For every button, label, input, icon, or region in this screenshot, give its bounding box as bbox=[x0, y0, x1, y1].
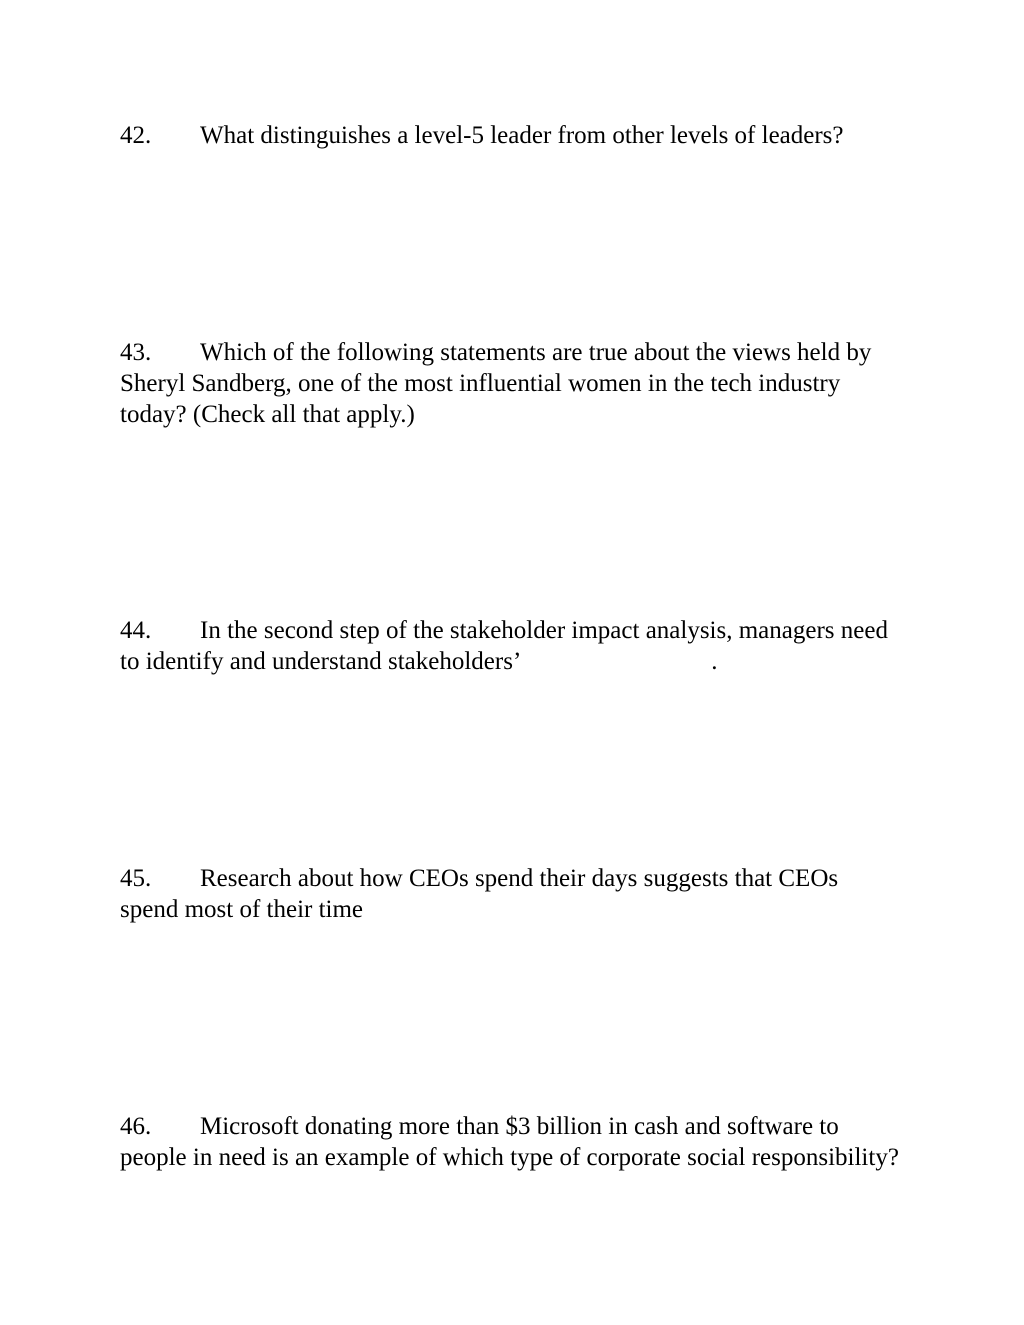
question-number: 42. bbox=[120, 122, 152, 149]
question-text: In the second step of the stakeholder impact analysis, managers need to identify and understand stakeholders’ bbox=[120, 617, 888, 675]
question-43 bbox=[120, 337, 900, 430]
question-42 bbox=[120, 120, 900, 151]
question-text: Which of the following statements are true about the views held by Sheryl Sandberg, one of the most influential women in the tech industry today? (Check all that apply.) bbox=[120, 339, 872, 428]
question-text: What distinguishes a level-5 leader from other levels of leaders? bbox=[200, 122, 844, 149]
question-number: 46. bbox=[120, 1113, 152, 1140]
question-text: Microsoft donating more than $3 billion in cash and software to people in need is an example of which type of corporate social responsibility? bbox=[120, 1113, 899, 1171]
question-44 bbox=[120, 615, 900, 677]
question-text-end: . bbox=[711, 648, 718, 675]
question-number: 43. bbox=[120, 339, 152, 366]
question-text: Research about how CEOs spend their days suggests that CEOs spend most of their time bbox=[120, 865, 839, 923]
question-45 bbox=[120, 863, 900, 925]
question-46 bbox=[120, 1111, 900, 1173]
question-number: 45. bbox=[120, 865, 152, 892]
question-number: 44. bbox=[120, 617, 152, 644]
